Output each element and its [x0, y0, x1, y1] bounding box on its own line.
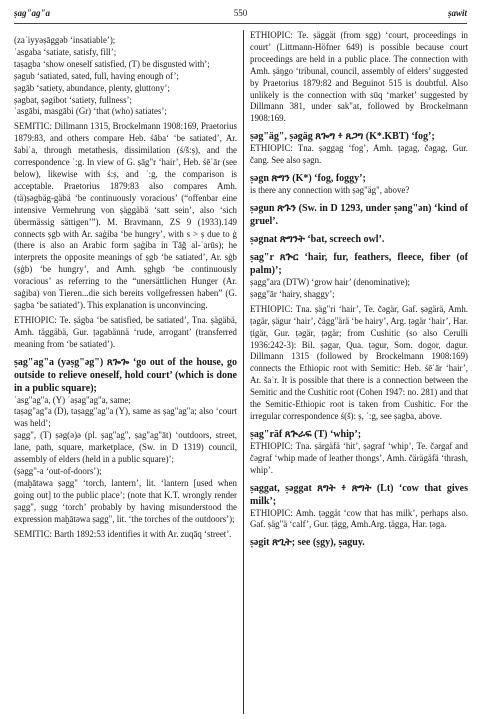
entry-text: ʾasgaba ‘satiate, satisfy, fill’; [14, 46, 117, 57]
column-divider [243, 30, 244, 714]
entry-text: ETHIOPIC: Tna. ṣäg"ri ‘hair’, Te. čəgär, Gaf. ṣəgärä, Amh. ṭəgär, ṣägur ‘hair’, čägg"ärä ‘be hairy’, Arg. ṭəgär ‘hair’, Har. ṭigär, Gur. ṭəgär, ṭəgär; from Cushitic (so also Cerulli 1936:242-3): Bil. ṣəgar, Qua. ṭəgur, Som. dogor, dagur. Dillmann 1315 (followed by Brockelmann 1908:169) connects the Ethiopic root with Semitic: Heb. śēʿār ‘hair’, Ar. šaʿr. It is possible that there is a connection between the Semitic and the Cushitic root (Cohen 1947: no. 281) and that the Semitic-Ethiopic root is taken from Cushitic. For the irregular correspondence ś(š): ṣ, ʿ:g, see ṣagba, above. [250, 303, 468, 421]
entry-text: taṣag"ag"a (D), taṣagg"ag"a (Y), same as ṣag"ag"a; also ‘court was held’; [14, 406, 237, 429]
entry-text: ʾasgābi, masgābi (Gr) ‘that (who) satiates’; [14, 106, 167, 117]
entry-text: ṣagg", (T) ṣəg(ə)ə (pl. ṣag"ag", ṣag"ag"āt) ‘outdoors, street, lane, path, square, marketplace, (Sw. in D 1319) council, assembly of elders (held in a public square)’; [14, 430, 237, 465]
header-left-guide-word: ṣag"ag"a [14, 8, 50, 18]
right-column [250, 30, 468, 549]
header-rule [14, 23, 467, 24]
entry-text: SEMITIC: Dillmann 1315, Brockelmann 1908:169, Praetorius 1879:83, and others compare Heb. śāba‘ ‘be satiated’, Ar. šabiʿa, through metathesis, dissimilation (ś/š:ṣ), and the correspondence ʿ:g. In view of G. ṣāg"r ‘hair’, Heb. śēʿār (see below), likewise with ś:ṣ, and ʿ:g, the comparison is acceptable. Praetorius 1879:83 also compares Amh. (tä)ṣəgbäg-gäbä ‘be continuously voracious’ (“offenbar eine intensive Vermehrung von ṣäggäbä ‘satt sein’, also ‘sich übermässig sättigen’”). M. Bravmann, ZS 9 (1933).149 connects ṣgb with Ar. saġiba ‘be hungry’, with s > ṣ due to ġ (there is also an Arabic form ṣaġiba in Tāǧ al-ʿarūs); he interprets the opposite meanings of ṣgb ‘be satiated’, Ar. sġb (ṣġb) ‘be hungry’, and Amh. ṣghgb ‘be continuously voracious’ as referring to the “unersättlichen Hunger (Ar. saġiba) von Tieren...die sich bereits vollgefressen haben” (G. ṣagba ‘be satiated’). This explanation is unconvincing. [14, 121, 237, 310]
entry-headword: ṣəgn ጽግን (K*) ‘fog, foggy’; [250, 173, 366, 185]
page-number: 550 [233, 8, 248, 18]
left-column [14, 30, 237, 540]
entry-text: taṣagba ‘show oneself satisfied, (T) be disgusted with’; [14, 58, 210, 69]
entry-text: ETHIOPIC: Te. ṣäggät (from sgg) ‘court, proceedings in court’ (Littmann-Höfner 649) is possible because court proceedings are held in a public place. The connection with Amh. ṣäŋgo ‘tribunal, council, assembly of elders’ suggested by Praetorius 1879:82 and Beguinot 515 is doubtful. Also unlikely is the connection with sūq ‘market’ suggested by Dillmann 381, under sak"at, followed by Brockelmann 1908:169. [250, 30, 468, 124]
header-right-guide-word: ṣawit [447, 8, 467, 18]
entry-text: ṣəgbat, ṣəgibot ‘satiety, fullness’; [14, 94, 132, 105]
entry-headword: ṣəgnat ጽግንት ‘bat, screech owl’. [250, 233, 385, 245]
entry-text: ETHIOPIC: Te. ṣägba ‘be satisfied, be satiated’, Tna. ṣägäbä, Amh. täggäbä, Gur. ṭəgabännä ‘rude, arrogant’ (transferred meaning from ‘be satiated’). [14, 314, 237, 349]
entry-text: is there any connection with ṣəg"äg", above? [250, 185, 410, 196]
entry-text: (ṣəgg"-a ‘out-of-doors’); [14, 466, 102, 476]
entry-text: ṣəgub ‘satiated, sated, full, having enough of’; [14, 70, 179, 81]
entry-headword: ṣəgun ጽጉን (Sw. in D 1293, under ṣəng"ən) ‘kind of gruel’. [250, 202, 468, 227]
entry-text: (maḫātəwa ṣəgg" ‘torch, lantern’, lit. ‘lantern [used when going out] to the public place’; (note that K.T. wrongly render ṣagg", ṣugg ‘torch’ probably by having misunderstood the expression maḫātəwa ṣagg", lit. ‘the torches of the outdoors’); [14, 477, 237, 524]
entry-headword: ṣəgit ጽጊት; see (ṣgy), ṣaguy. [250, 537, 365, 549]
entry-text: SEMITIC: Barth 1892:53 identifies it with Ar. zuqāq ‘street’. [14, 528, 232, 539]
running-header [14, 8, 467, 22]
entry-text: (zaʿiyyəṣāggəb ‘insatiable’); [14, 35, 116, 45]
entry-headword: ṣaggat, ṣəggat ጸግት ፥ ጽግት (Lt) ‘cow that gives milk’; [250, 482, 468, 507]
entry-text: ʾasg"ag"a, (Y) ʾaṣag"ag"a, same; [14, 394, 131, 405]
entry-text: ETHIOPIC: Amh. ṭəggät ‘cow that has milk’, perhaps also. Gaf. ṣäg"ä ‘calf’, Gur. ṭägg, Amh.Arg. ṭägga, Har. ṭəga. [250, 507, 468, 530]
entry-text: ṣəgg"ār ‘hairy, shaggy’; [250, 288, 335, 299]
entry-headword: ṣag"ag"a (yəṣg"əg") ጸጐጐ ‘go out of the house, go outside to relieve oneself, hold court’ (which is done in a public square); [14, 356, 237, 394]
entry-text: ETHIOPIC: Tna. ṣärgäfä ‘hit’, ṣəgraf ‘whip’, Te. čərgaf and čəgraf ‘whip made of leather thongs’, Amh. čärägäfä ‘thrash, whip’. [250, 440, 468, 475]
entry-headword: ṣag"r ጸጕር ‘hair, fur, feathers, fleece, fiber (of palm)’; [250, 251, 468, 276]
entry-text: ṣəgāb ‘satiety, abundance, plenty, gluttony’; [14, 82, 170, 93]
entry-text: ETHIOPIC: Tna. ṣəggag ‘fog’, Amh. ṭəgag, čəgag, Gur. čang. See also ṣəgn. [250, 143, 468, 166]
entry-headword: ṣəg"äg", ṣəgäg ጸጐግ ፥ ጸጋግ (K*.KBT) ‘fog’; [250, 131, 435, 143]
entry-text: ṣagg"ara (DTW) ‘grow hair’ (denominative); [250, 276, 411, 287]
entry-headword: ṣag"rāf ጸጕራፍ (T) ‘whip’; [250, 428, 362, 440]
